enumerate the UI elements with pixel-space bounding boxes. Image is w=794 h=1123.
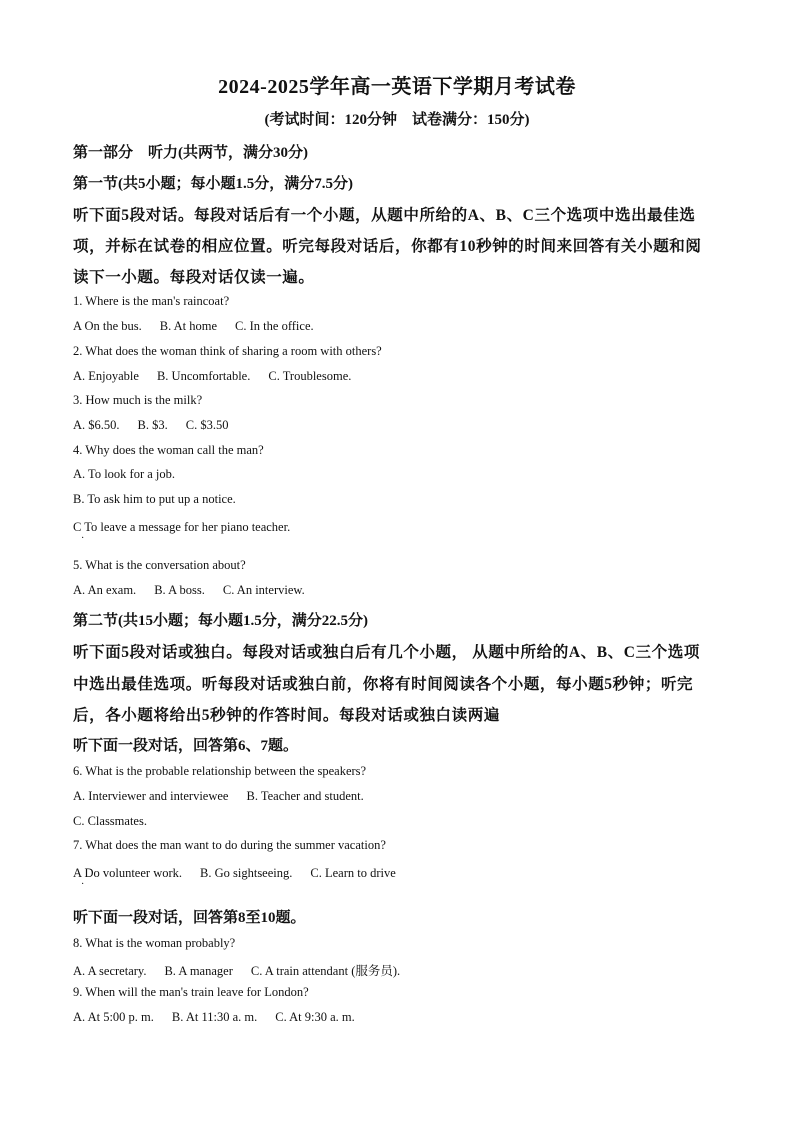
- group-1-heading: 听下面一段对话，回答第6、7题。: [73, 738, 299, 754]
- option-a: A. At 5:00 p. m.: [73, 1010, 154, 1024]
- question-1: 1. Where is the man's raincoat?: [73, 294, 230, 308]
- section1-instruction-line: 项，并标在试卷的相应位置。听完每段对话后，你都有10秒钟的时间来回答有关小题和阅: [73, 238, 702, 255]
- question-9: 9. When will the man's train leave for London?: [73, 985, 309, 999]
- question-3: 3. How much is the milk?: [73, 393, 203, 407]
- period-mark: ·: [81, 533, 85, 544]
- page-title: 2024-2025学年高一英语下学期月考试卷: [218, 76, 576, 98]
- section2-instruction-line: 听下面5段对话或独白。每段对话或独白后有几个小题， 从题中所给的A、B、C三个选项: [73, 644, 700, 661]
- option-b: B. A boss.: [154, 583, 205, 597]
- option-a: A. $6.50.: [73, 418, 120, 432]
- question-2: 2. What does the woman think of sharing a room with others?: [73, 344, 382, 358]
- section1-instruction-line: 读下一小题。每段对话仅读一遍。: [73, 269, 315, 286]
- option-b: B. A manager: [164, 964, 233, 978]
- section1-instruction-line: 听下面5段对话。每段对话后有一个小题，从题中所给的A、B、C三个选项中选出最佳选: [73, 207, 696, 224]
- period-mark: ·: [81, 879, 85, 890]
- section2-instruction-line: 中选出最佳选项。听每段对话或独白前，你将有时间阅读各个小题，每小题5秒钟；听完: [73, 676, 694, 693]
- question-7: 7. What does the man want to do during the summer vacation?: [73, 838, 386, 852]
- option-b: B. At home: [159, 319, 218, 333]
- part1-heading: 第一部分 听力(共两节，满分30分): [73, 145, 308, 161]
- question-5: 5. What is the conversation about?: [73, 558, 246, 572]
- exam-info: (考试时间：120分钟 试卷满分：150分): [264, 112, 530, 128]
- option-c: C. $3.50: [185, 418, 229, 432]
- question-4-option-a: A. To look for a job.: [73, 467, 176, 481]
- question-7-options: [73, 866, 414, 881]
- section1-heading: 第一节(共5小题；每小题1.5分，满分7.5分): [73, 176, 353, 192]
- question-6-option-c: C. Classmates.: [73, 814, 147, 828]
- option-a: A On the bus.: [73, 319, 142, 333]
- option-a: A. A secretary.: [73, 964, 147, 978]
- option-c: C. At 9:30 a. m.: [275, 1010, 355, 1024]
- option-b: B. $3.: [137, 418, 168, 432]
- question-3-options: [73, 418, 246, 433]
- option-c: C. Troublesome.: [268, 369, 352, 383]
- section2-instruction-line: 后，各小题将给出5秒钟的作答时间。每段对话或独白读两遍: [73, 707, 500, 724]
- question-2-options: [73, 369, 369, 384]
- group-2-heading: 听下面一段对话，回答第8至10题。: [73, 910, 306, 926]
- option-b: B. Go sightseeing.: [200, 866, 293, 880]
- section2-heading: 第二节(共15小题；每小题1.5分，满分22.5分): [73, 613, 368, 629]
- option-a: A. Enjoyable: [73, 369, 139, 383]
- option-b: B. Teacher and student.: [246, 789, 364, 803]
- question-8: 8. What is the woman probably?: [73, 936, 236, 950]
- question-6: 6. What is the probable relationship between the speakers?: [73, 764, 367, 778]
- option-b: B. At 11:30 a. m.: [171, 1010, 258, 1024]
- question-9-options: [73, 1010, 373, 1025]
- question-1-options: [73, 319, 332, 334]
- question-8-options: [73, 961, 418, 979]
- option-a: A Do volunteer work.: [73, 866, 183, 880]
- option-a: A. Interviewer and interviewee: [73, 789, 229, 803]
- question-4-option-b: B. To ask him to put up a notice.: [73, 492, 236, 506]
- option-c: C. Learn to drive: [310, 866, 396, 880]
- option-b: B. Uncomfortable.: [156, 369, 251, 383]
- question-4-option-c: C To leave a message for her piano teacher.: [73, 520, 291, 534]
- option-c: C. In the office.: [235, 319, 314, 333]
- option-c: C. An interview.: [222, 583, 305, 597]
- question-6-options: [73, 789, 382, 804]
- question-4: 4. Why does the woman call the man?: [73, 443, 264, 457]
- option-a: A. An exam.: [73, 583, 137, 597]
- question-5-options: [73, 583, 323, 598]
- option-c: C. A train attendant (服务员).: [250, 964, 401, 978]
